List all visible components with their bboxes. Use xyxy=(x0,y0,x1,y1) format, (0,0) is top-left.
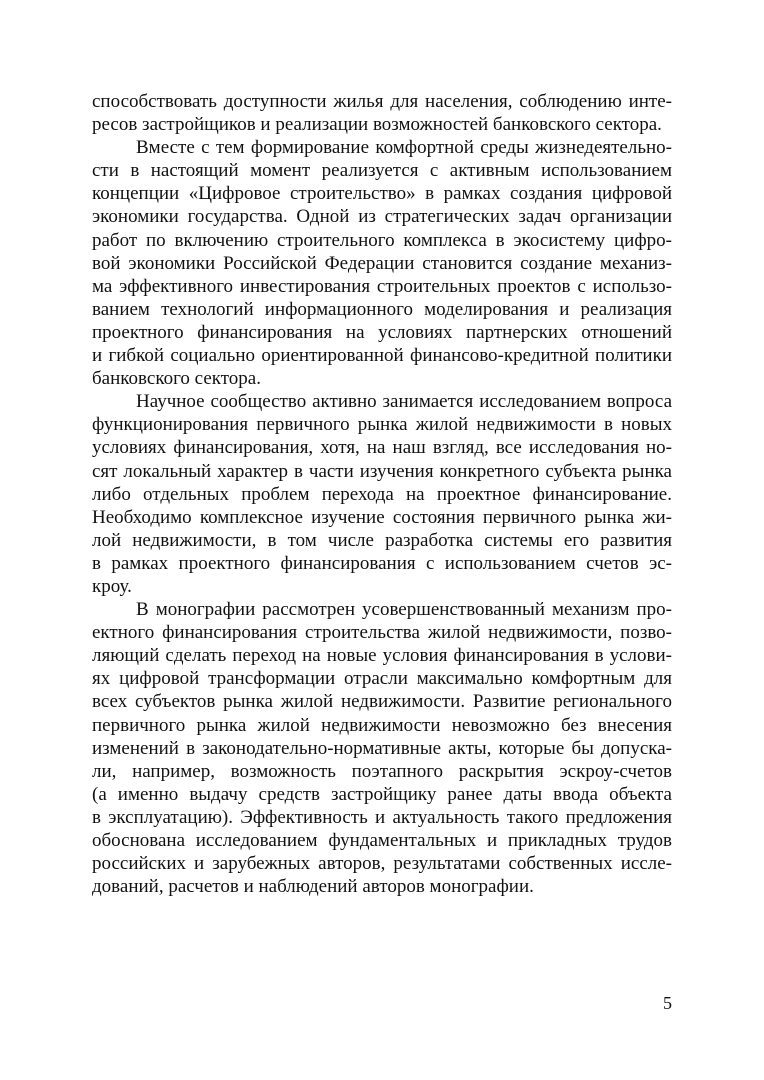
text-line: в рамках проектного финансирования с использованием счетов эс- xyxy=(92,552,672,574)
text-line: в эксплуатацию). Эффективность и актуальность такого предложения xyxy=(92,806,672,828)
text-line: вой экономики Российской Федерации становится создание механиз- xyxy=(92,252,672,274)
text-line: (а именно выдачу средств застройщику ранее даты ввода объекта xyxy=(92,783,672,805)
text-line: концепции «Цифровое строительство» в рамках создания цифровой xyxy=(92,183,672,205)
paragraph-1 xyxy=(92,90,672,136)
text-line: дований, расчетов и наблюдений авторов монографии. xyxy=(92,876,534,898)
text-line: Вместе с тем формирование комфортной среды жизнедеятельно- xyxy=(136,137,672,159)
text-line: ресов застройщиков и реализации возможностей банковского сектора. xyxy=(92,114,662,136)
text-line: ляющий сделать переход на новые условия финансирования в услови- xyxy=(92,645,672,667)
text-line: либо отдельных проблем перехода на проектное финансирование. xyxy=(92,483,672,505)
text-line: лой недвижимости, в том числе разработка системы его развития xyxy=(92,529,672,551)
paragraph-3 xyxy=(92,390,672,598)
text-line: В монографии рассмотрен усовершенствованный механизм про- xyxy=(136,599,672,621)
text-line: Научное сообщество активно занимается исследованием вопроса xyxy=(136,391,672,413)
text-line: ма эффективного инвестирования строительных проектов с использо- xyxy=(92,275,672,297)
text-line: Необходимо комплексное изучение состояния первичного рынка жи- xyxy=(92,506,672,528)
text-line: ях цифровой трансформации отрасли максимально комфортным для xyxy=(92,668,672,690)
text-line: ванием технологий информационного моделирования и реализация xyxy=(92,298,672,320)
text-line: ектного финансирования строительства жилой недвижимости, позво- xyxy=(92,622,672,644)
text-line: всех субъектов рынка жилой недвижимости. Развитие регионального xyxy=(92,691,672,713)
text-line: экономики государства. Одной из стратегических задач организации xyxy=(92,206,672,228)
text-line: изменений в законодательно-нормативные акты, которые бы допуска- xyxy=(92,737,672,759)
text-line: сти в настоящий момент реализуется с активным использованием xyxy=(92,160,672,182)
text-line: функционирования первичного рынка жилой недвижимости в новых xyxy=(92,414,672,436)
text-line: способствовать доступности жилья для населения, соблюдению инте- xyxy=(92,91,672,112)
text-line: проектного финансирования на условиях партнерских отношений xyxy=(92,321,672,343)
text-line: первичного рынка жилой недвижимости невозможно без внесения xyxy=(92,714,672,736)
page-number: 5 xyxy=(663,993,672,1013)
text-line: российских и зарубежных авторов, результатами собственных иссле- xyxy=(92,853,672,875)
text-line: банковского сектора. xyxy=(92,368,261,390)
text-line: ли, например, возможность поэтапного раскрытия эскроу-счетов xyxy=(92,760,672,782)
paragraph-4 xyxy=(92,598,672,898)
text-line: обоснована исследованием фундаментальных и прикладных трудов xyxy=(92,830,672,851)
text-line: условиях финансирования, хотя, на наш взгляд, все исследования но- xyxy=(92,437,672,459)
page-body xyxy=(92,90,672,898)
text-line: работ по включению строительного комплекса в экосистему цифро- xyxy=(92,229,672,251)
text-line: кроу. xyxy=(92,575,132,597)
text-line: и гибкой социально ориентированной финансово-кредитной политики xyxy=(92,345,672,367)
paragraph-2 xyxy=(92,136,672,390)
text-line: сят локальный характер в части изучения конкретного субъекта рынка xyxy=(92,460,672,482)
